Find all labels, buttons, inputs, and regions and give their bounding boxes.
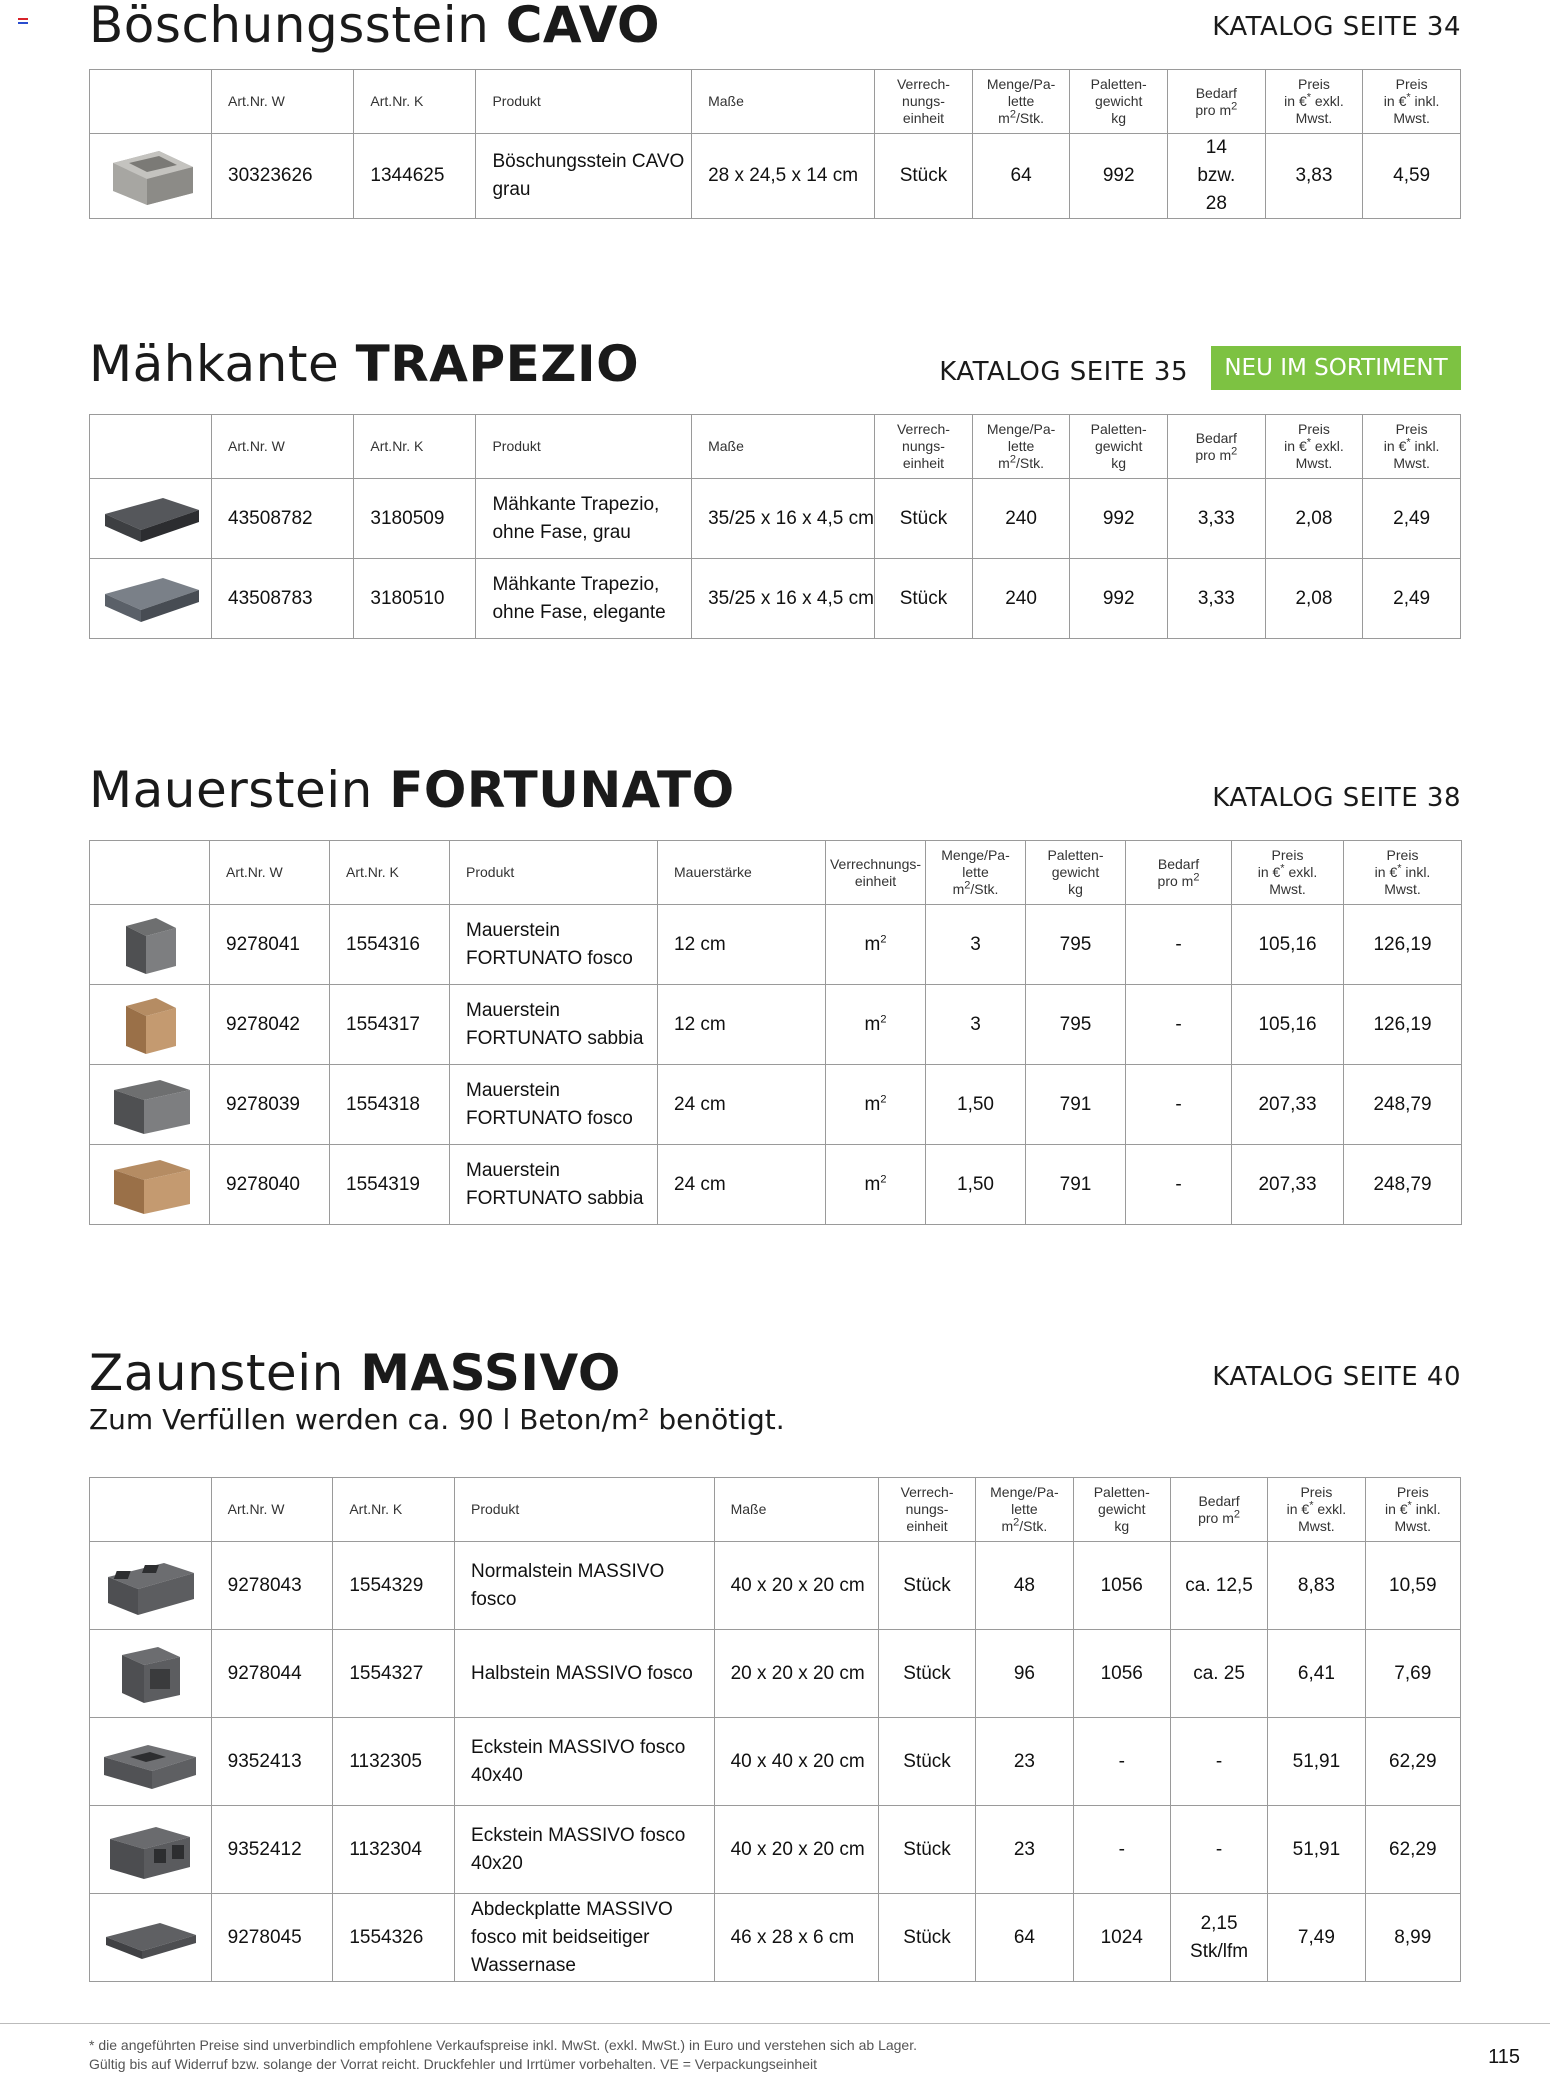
product-image-cell — [90, 1894, 212, 1982]
cell-produkt: Normalstein MASSIVO fosco — [455, 1542, 715, 1630]
cell-masse: 12 cm — [658, 905, 826, 985]
cell-gewicht: 791 — [1026, 1065, 1126, 1145]
column-header: Art.Nr. K — [354, 415, 476, 479]
cell-inkl: 62,29 — [1365, 1718, 1460, 1806]
new-badge: NEU IM SORTIMENT — [1211, 346, 1461, 390]
table-row — [90, 479, 1461, 559]
cell-artw: 9352413 — [211, 1718, 333, 1806]
cell-einheit: Stück — [875, 559, 973, 639]
product-image-cell — [90, 1065, 210, 1145]
cell-bedarf: - — [1170, 1806, 1267, 1894]
cell-artw: 9278040 — [210, 1145, 330, 1225]
section-fortunato — [89, 756, 1461, 1226]
corner-mark — [18, 18, 28, 24]
cell-artk: 3180510 — [354, 559, 476, 639]
column-header: Art.Nr. W — [211, 1478, 333, 1542]
table-header-row — [90, 70, 1461, 134]
katalog-reference: KATALOG SEITE 35 — [939, 357, 1188, 387]
cell-gewicht: 992 — [1070, 559, 1168, 639]
table-header-row — [90, 841, 1462, 905]
cell-produkt: Mauerstein FORTUNATO sabbia — [450, 985, 658, 1065]
cell-exkl: 51,91 — [1268, 1718, 1365, 1806]
product-image-cell — [90, 1718, 212, 1806]
footnote-line-1: * die angeführten Preise sind unverbindlich empfohlene Verkaufspreise inkl. MwSt. (exkl. MwSt.) in Euro und verstehen sich ab Lager. — [89, 2037, 917, 2053]
column-header: Produkt — [450, 841, 658, 905]
column-header: Preis in €* exkl. Mwst. — [1265, 415, 1363, 479]
product-table — [89, 414, 1461, 639]
table-row — [90, 1542, 1461, 1630]
cell-masse: 28 x 24,5 x 14 cm — [692, 134, 875, 219]
table-row — [90, 1145, 1462, 1225]
footnote — [89, 2036, 917, 2074]
cell-masse: 12 cm — [658, 985, 826, 1065]
cell-bedarf: 14 bzw. 28 — [1168, 134, 1266, 219]
column-header: Preis in €* inkl. Mwst. — [1344, 841, 1462, 905]
column-header: Art.Nr. K — [333, 1478, 455, 1542]
product-image — [100, 1150, 200, 1220]
cell-einheit: Stück — [878, 1806, 975, 1894]
table-header-row — [90, 415, 1461, 479]
table-row — [90, 1718, 1461, 1806]
cell-artw: 43508782 — [212, 479, 354, 559]
footnote-line-2: Gültig bis auf Widerruf bzw. solange der Vorrat reicht. Druckfehler und Irrtümer vorbehalten. VE = Verpackungseinheit — [89, 2056, 817, 2072]
cell-einheit: Stück — [878, 1630, 975, 1718]
product-image-cell — [90, 905, 210, 985]
cell-artw: 9278042 — [210, 985, 330, 1065]
product-image — [100, 1727, 200, 1797]
product-image-cell — [90, 559, 212, 639]
product-image — [100, 1070, 200, 1140]
footer-divider — [0, 2023, 1550, 2024]
cell-artw: 9278039 — [210, 1065, 330, 1145]
cell-produkt: Mauerstein FORTUNATO sabbia — [450, 1145, 658, 1225]
table-row — [90, 1065, 1462, 1145]
cell-exkl: 51,91 — [1268, 1806, 1365, 1894]
column-header: Bedarf pro $m^2$ — [1168, 70, 1266, 134]
cell-masse: 24 cm — [658, 1145, 826, 1225]
cell-bedarf: - — [1126, 905, 1232, 985]
cell-bedarf: - — [1170, 1718, 1267, 1806]
cell-gewicht: 795 — [1026, 985, 1126, 1065]
cell-artw: 9278043 — [211, 1542, 333, 1630]
cell-inkl: 248,79 — [1344, 1065, 1462, 1145]
table-row — [90, 559, 1461, 639]
column-header: Art.Nr. W — [210, 841, 330, 905]
section-title: Zaunstein MASSIVO — [89, 1344, 621, 1402]
cell-artk: 1554329 — [333, 1542, 455, 1630]
cell-artk: 1554317 — [330, 985, 450, 1065]
section-title: Mauerstein FORTUNATO — [89, 761, 735, 819]
column-header: Paletten- gewicht kg — [1073, 1478, 1170, 1542]
header-image-cell — [90, 1478, 212, 1542]
cell-einheit: Stück — [878, 1542, 975, 1630]
cell-bedarf: ca. 25 — [1170, 1630, 1267, 1718]
product-table — [89, 840, 1462, 1225]
cell-masse: 40 x 20 x 20 cm — [714, 1806, 878, 1894]
cell-einheit: Stück — [878, 1718, 975, 1806]
column-header: Preis in €* exkl. Mwst. — [1268, 1478, 1365, 1542]
cell-einheit: $m^2$ — [826, 1065, 926, 1145]
cell-exkl: 105,16 — [1232, 985, 1344, 1065]
cell-menge: 23 — [976, 1718, 1073, 1806]
table-row — [90, 905, 1462, 985]
cell-menge: 48 — [976, 1542, 1073, 1630]
cell-inkl: 2,49 — [1363, 479, 1461, 559]
cell-masse: 20 x 20 x 20 cm — [714, 1630, 878, 1718]
column-header: Produkt — [476, 415, 692, 479]
cell-produkt: Mähkante Trapezio, ohne Fase, elegante — [476, 559, 692, 639]
table-row — [90, 134, 1461, 219]
section-cavo — [89, 0, 1461, 220]
cell-gewicht: 992 — [1070, 134, 1168, 219]
cell-menge: 64 — [976, 1894, 1073, 1982]
column-header: Preis in €* inkl. Mwst. — [1363, 70, 1461, 134]
column-header: Maße — [714, 1478, 878, 1542]
cell-einheit: $m^2$ — [826, 905, 926, 985]
column-header: Verrechnungs- einheit — [826, 841, 926, 905]
product-image — [100, 1639, 200, 1709]
column-header: Paletten- gewicht kg — [1070, 415, 1168, 479]
cell-artk: 1554326 — [333, 1894, 455, 1982]
column-header: Maße — [692, 70, 875, 134]
cell-gewicht: - — [1073, 1806, 1170, 1894]
cell-artk: 1554327 — [333, 1630, 455, 1718]
section-title: Mähkante TRAPEZIO — [89, 335, 640, 393]
cell-inkl: 2,49 — [1363, 559, 1461, 639]
cell-masse: 40 x 20 x 20 cm — [714, 1542, 878, 1630]
cell-produkt: Mähkante Trapezio, ohne Fase, grau — [476, 479, 692, 559]
cell-menge: 64 — [972, 134, 1070, 219]
header-image-cell — [90, 415, 212, 479]
table-row — [90, 1806, 1461, 1894]
cell-artk: 3180509 — [354, 479, 476, 559]
cell-masse: 40 x 40 x 20 cm — [714, 1718, 878, 1806]
cell-einheit: $m^2$ — [826, 1145, 926, 1225]
cell-artw: 30323626 — [212, 134, 354, 219]
cell-artw: 9278044 — [211, 1630, 333, 1718]
cell-artk: 1554316 — [330, 905, 450, 985]
cell-einheit: $m^2$ — [826, 985, 926, 1065]
cell-menge: 23 — [976, 1806, 1073, 1894]
cell-bedarf: 3,33 — [1168, 479, 1266, 559]
column-header: Verrech- nungs- einheit — [875, 70, 973, 134]
cell-produkt: Halbstein MASSIVO fosco — [455, 1630, 715, 1718]
cell-inkl: 10,59 — [1365, 1542, 1460, 1630]
product-image — [100, 910, 200, 980]
column-header: Menge/Pa- lette $m^2$/Stk. — [972, 415, 1070, 479]
cell-gewicht: 791 — [1026, 1145, 1126, 1225]
table-row — [90, 1894, 1461, 1982]
cell-menge: 1,50 — [926, 1145, 1026, 1225]
product-image-cell — [90, 1630, 212, 1718]
cell-bedarf: 2,15 Stk/lfm — [1170, 1894, 1267, 1982]
cell-bedarf: - — [1126, 985, 1232, 1065]
column-header: Menge/Pa- lette $m^2$/Stk. — [972, 70, 1070, 134]
section-subtitle: Zum Verfüllen werden ca. 90 l Beton/m² benötigt. — [89, 1403, 785, 1436]
cell-einheit: Stück — [875, 134, 973, 219]
cell-bedarf: ca. 12,5 — [1170, 1542, 1267, 1630]
katalog-reference: KATALOG SEITE 38 — [1212, 783, 1461, 813]
cell-produkt: Eckstein MASSIVO fosco 40x40 — [455, 1718, 715, 1806]
product-image — [100, 990, 200, 1060]
cell-masse: 35/25 x 16 x 4,5 cm — [692, 479, 875, 559]
page-number: 115 — [1488, 2046, 1520, 2068]
cell-masse: 24 cm — [658, 1065, 826, 1145]
cell-artk: 1344625 — [354, 134, 476, 219]
cell-gewicht: 1056 — [1073, 1630, 1170, 1718]
cell-inkl: 248,79 — [1344, 1145, 1462, 1225]
cell-exkl: 7,49 — [1268, 1894, 1365, 1982]
cell-exkl: 2,08 — [1265, 479, 1363, 559]
cell-inkl: 4,59 — [1363, 134, 1461, 219]
cell-gewicht: 1024 — [1073, 1894, 1170, 1982]
product-image — [101, 564, 201, 634]
cell-exkl: 2,08 — [1265, 559, 1363, 639]
cell-einheit: Stück — [875, 479, 973, 559]
section-trapezio — [89, 330, 1461, 650]
cell-bedarf: - — [1126, 1145, 1232, 1225]
product-image — [100, 1815, 200, 1885]
product-image-cell — [90, 1806, 212, 1894]
cell-artk: 1554319 — [330, 1145, 450, 1225]
cell-menge: 240 — [972, 559, 1070, 639]
column-header: Bedarf pro $m^2$ — [1170, 1478, 1267, 1542]
cell-menge: 3 — [926, 905, 1026, 985]
product-image-cell — [90, 985, 210, 1065]
column-header: Verrech- nungs- einheit — [875, 415, 973, 479]
cell-produkt: Mauerstein FORTUNATO fosco — [450, 1065, 658, 1145]
cell-artw: 43508783 — [212, 559, 354, 639]
product-image-cell — [90, 1542, 212, 1630]
column-header: Preis in €* exkl. Mwst. — [1232, 841, 1344, 905]
product-image — [100, 1551, 200, 1621]
column-header: Menge/Pa- lette $m^2$/Stk. — [926, 841, 1026, 905]
product-image-cell — [90, 134, 212, 219]
cell-exkl: 207,33 — [1232, 1065, 1344, 1145]
cell-exkl: 207,33 — [1232, 1145, 1344, 1225]
cell-gewicht: 1056 — [1073, 1542, 1170, 1630]
cell-gewicht: 795 — [1026, 905, 1126, 985]
cell-masse: 35/25 x 16 x 4,5 cm — [692, 559, 875, 639]
table-row — [90, 985, 1462, 1065]
column-header: Preis in €* inkl. Mwst. — [1365, 1478, 1460, 1542]
cell-menge: 240 — [972, 479, 1070, 559]
cell-produkt: Eckstein MASSIVO fosco 40x20 — [455, 1806, 715, 1894]
column-header: Paletten- gewicht kg — [1070, 70, 1168, 134]
cell-artw: 9352412 — [211, 1806, 333, 1894]
cell-menge: 3 — [926, 985, 1026, 1065]
product-image — [101, 141, 201, 211]
cell-exkl: 8,83 — [1268, 1542, 1365, 1630]
cell-produkt: Böschungsstein CAVO grau — [476, 134, 692, 219]
product-image-cell — [90, 479, 212, 559]
cell-artw: 9278045 — [211, 1894, 333, 1982]
cell-produkt: Mauerstein FORTUNATO fosco — [450, 905, 658, 985]
column-header: Preis in €* exkl. Mwst. — [1265, 70, 1363, 134]
cell-exkl: 105,16 — [1232, 905, 1344, 985]
product-image-cell — [90, 1145, 210, 1225]
column-header: Maße — [692, 415, 875, 479]
katalog-reference: KATALOG SEITE 40 — [1212, 1362, 1461, 1392]
header-image-cell — [90, 841, 210, 905]
section-massivo — [89, 1336, 1461, 1986]
cell-gewicht: - — [1073, 1718, 1170, 1806]
katalog-reference: KATALOG SEITE 34 — [1212, 12, 1461, 42]
column-header: Art.Nr. W — [212, 70, 354, 134]
cell-produkt: Abdeckplatte MASSIVO fosco mit beidseitiger Wassernase — [455, 1894, 715, 1982]
section-title: Böschungsstein CAVO — [89, 0, 661, 54]
column-header: Bedarf pro $m^2$ — [1168, 415, 1266, 479]
product-image — [101, 484, 201, 554]
cell-artk: 1554318 — [330, 1065, 450, 1145]
column-header: Art.Nr. W — [212, 415, 354, 479]
column-header: Bedarf pro $m^2$ — [1126, 841, 1232, 905]
column-header: Art.Nr. K — [330, 841, 450, 905]
column-header: Mauerstärke — [658, 841, 826, 905]
cell-inkl: 126,19 — [1344, 905, 1462, 985]
cell-inkl: 126,19 — [1344, 985, 1462, 1065]
column-header: Paletten- gewicht kg — [1026, 841, 1126, 905]
column-header: Produkt — [455, 1478, 715, 1542]
cell-exkl: 6,41 — [1268, 1630, 1365, 1718]
column-header: Verrech- nungs- einheit — [878, 1478, 975, 1542]
cell-artw: 9278041 — [210, 905, 330, 985]
column-header: Art.Nr. K — [354, 70, 476, 134]
column-header: Preis in €* inkl. Mwst. — [1363, 415, 1461, 479]
product-table — [89, 69, 1461, 219]
cell-inkl: 7,69 — [1365, 1630, 1460, 1718]
cell-bedarf: - — [1126, 1065, 1232, 1145]
cell-inkl: 62,29 — [1365, 1806, 1460, 1894]
cell-gewicht: 992 — [1070, 479, 1168, 559]
table-header-row — [90, 1478, 1461, 1542]
product-table — [89, 1477, 1461, 1982]
cell-menge: 96 — [976, 1630, 1073, 1718]
header-image-cell — [90, 70, 212, 134]
cell-artk: 1132305 — [333, 1718, 455, 1806]
cell-bedarf: 3,33 — [1168, 559, 1266, 639]
table-row — [90, 1630, 1461, 1718]
cell-menge: 1,50 — [926, 1065, 1026, 1145]
cell-einheit: Stück — [878, 1894, 975, 1982]
cell-inkl: 8,99 — [1365, 1894, 1460, 1982]
cell-exkl: 3,83 — [1265, 134, 1363, 219]
column-header: Menge/Pa- lette $m^2$/Stk. — [976, 1478, 1073, 1542]
cell-artk: 1132304 — [333, 1806, 455, 1894]
cell-masse: 46 x 28 x 6 cm — [714, 1894, 878, 1982]
column-header: Produkt — [476, 70, 692, 134]
product-image — [100, 1903, 200, 1973]
